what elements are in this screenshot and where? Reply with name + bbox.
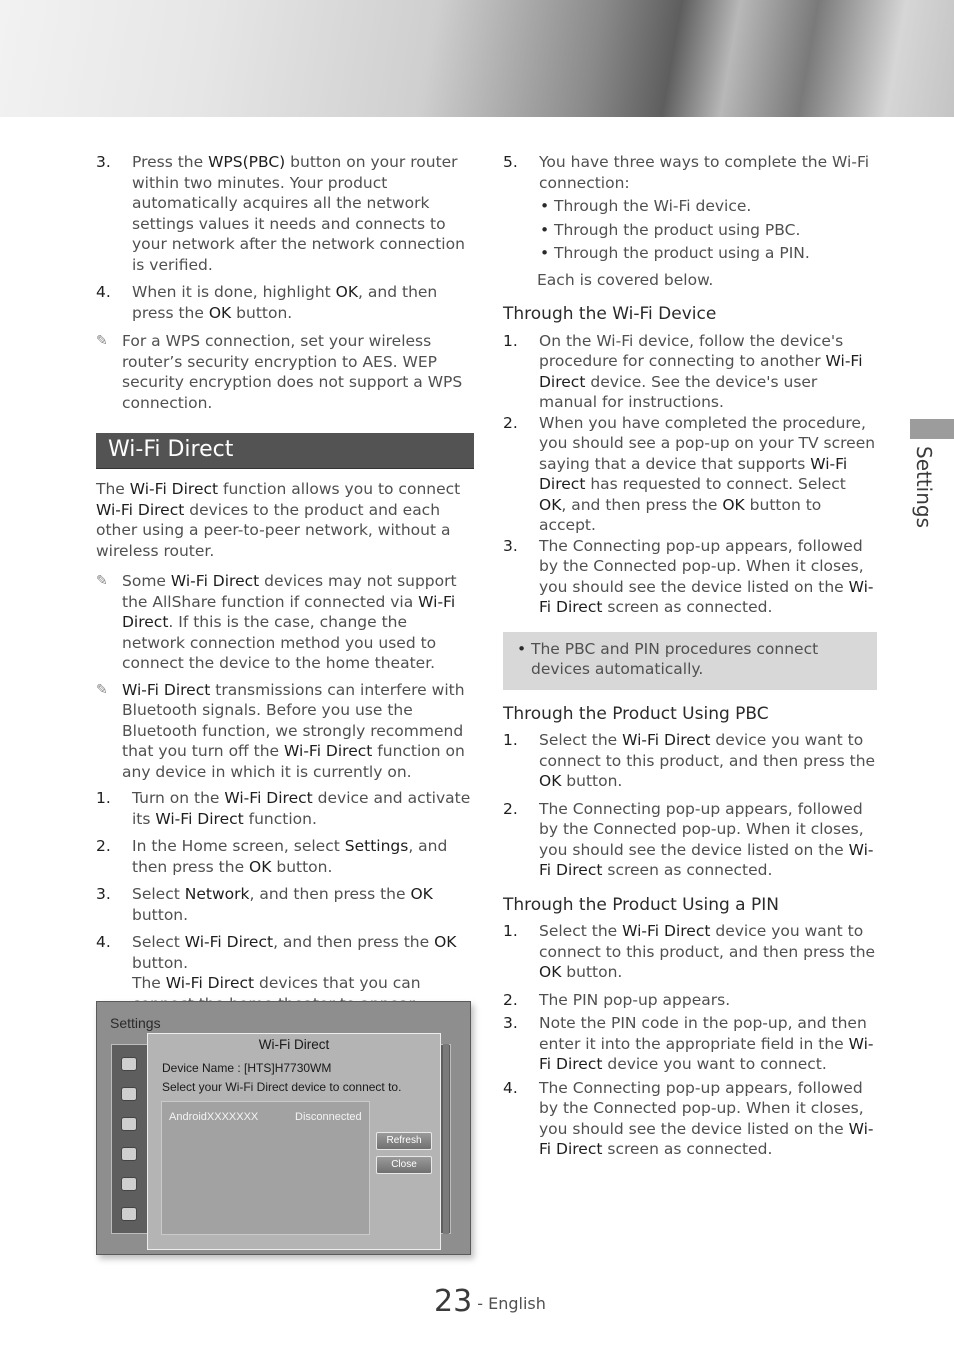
step-text: Select the — [539, 922, 623, 940]
keyword: Wi-Fi Direct — [165, 974, 255, 992]
pencil-note-icon: ✎ — [96, 333, 108, 349]
step-number: 4. — [503, 1078, 518, 1097]
step-text: button. — [132, 953, 189, 972]
right-column — [503, 152, 877, 1167]
keyword: OK — [539, 772, 562, 790]
step-text: You have three ways to complete the Wi-Fi connection: — [539, 153, 870, 192]
step-3-wps — [96, 152, 474, 275]
keyword: Wi-Fi Direct — [622, 922, 711, 940]
keyword: Wi-Fi Direct — [155, 809, 244, 828]
step-text: Select — [132, 885, 185, 903]
step-number: 4. — [96, 283, 111, 301]
step-number: 2. — [503, 990, 518, 1009]
picture-icon — [121, 1057, 137, 1071]
step-text: device you want to connect. — [602, 1055, 827, 1073]
keyword: OK — [539, 963, 562, 981]
step-5-ways — [503, 152, 877, 193]
step-text: device you want to connect to this product, and then press the — [539, 731, 876, 770]
step-number: 5. — [503, 153, 518, 171]
step-number: 1. — [503, 731, 518, 749]
keyword: Wi-Fi Direct — [96, 500, 185, 519]
pbc-step-2 — [503, 799, 877, 881]
page-number: 23 — [434, 1284, 473, 1319]
system-gear-icon — [121, 1177, 137, 1191]
step-text: screen as connected. — [602, 598, 773, 616]
step-number: 2. — [503, 413, 518, 432]
step-text: In the Home screen, select — [132, 837, 345, 855]
wifi-direct-dialog — [147, 1033, 441, 1250]
step-text: , and then press the — [561, 495, 723, 514]
step-text: Note the PIN code in the pop-up, and then enter it into the appropriate field in the — [539, 1014, 867, 1053]
step-text: Press the — [132, 153, 209, 171]
select-device-prompt: Select your Wi-Fi Direct device to connect to. — [162, 1080, 402, 1094]
device-name-label: Device Name : [HTS]H7730WM — [162, 1061, 332, 1075]
tip-text: • The PBC and PIN procedures connect devices automatically. — [515, 639, 867, 680]
device-status: Disconnected — [295, 1111, 362, 1123]
intro-text: The — [96, 480, 130, 498]
device-step-3 — [503, 536, 877, 618]
keyword: Wi-Fi Direct — [284, 742, 373, 760]
device-list[interactable] — [161, 1101, 370, 1235]
step-text: The Connecting pop-up appears, followed by the Connected pop-up. When it closes, you should see the device listed on the — [539, 536, 864, 596]
settings-menu-edge — [443, 1044, 449, 1234]
step-number: 3. — [503, 1014, 518, 1032]
step-text: button. — [231, 303, 293, 322]
step-text: device you want to connect to this product, and then press the — [539, 922, 876, 961]
keyword: OK — [335, 283, 359, 301]
step-text: Turn on the — [132, 789, 225, 807]
keyword: Wi-Fi Direct — [122, 592, 456, 631]
step-text: When it is done, highlight — [132, 283, 336, 301]
intro-text: function allows you to connect — [218, 480, 461, 498]
note-text: Some — [122, 572, 171, 590]
device-step-1 — [503, 331, 877, 413]
keyword: Wi-Fi Direct — [539, 1034, 874, 1073]
pencil-note-icon: ✎ — [96, 681, 108, 698]
step-text: On the Wi-Fi device, follow the device's procedure for connecting to another — [539, 331, 844, 370]
keyword: Wi-Fi Direct — [129, 480, 219, 498]
keyword: Wi-Fi Direct — [539, 352, 863, 391]
keyword: OK — [410, 885, 433, 903]
step-text: The Connecting pop-up appears, followed by the Connected pop-up. When it closes, you should see the device listed on the — [539, 1078, 864, 1138]
step-text: , and then press the — [249, 885, 411, 903]
section-title: Wi-Fi Direct — [96, 433, 474, 469]
intro-paragraph — [96, 479, 474, 561]
note-text: For a WPS connection, set your wireless router’s security encryption to AES. WEP security encryption does not support a WPS connection. — [122, 332, 463, 412]
note-text: transmissions can interfere with Bluetooth signals. Before you use the Bluetooth function, we strongly recommend that you turn off the — [122, 680, 465, 760]
step-number: 3. — [96, 153, 111, 171]
step-text: screen as connected. — [602, 1140, 773, 1158]
dialog-info — [162, 1059, 401, 1097]
keyword: Wi-Fi Direct — [122, 680, 211, 699]
note-text: devices may not support the AllShare function if connected via — [122, 572, 457, 611]
way-item: • Through the product using a PIN. — [538, 243, 877, 264]
keyword: Wi-Fi Direct — [224, 789, 313, 807]
keyword: Wi-Fi Direct — [539, 454, 848, 493]
step-number: 2. — [503, 799, 518, 818]
keyword: Wi-Fi Direct — [539, 840, 874, 879]
smart-features-icon — [121, 1147, 137, 1161]
screenshot-settings-title: Settings — [110, 1015, 161, 1031]
step-text: screen as connected. — [602, 861, 773, 879]
pin-step-1 — [503, 921, 877, 983]
chapter-tab-text: Settings — [912, 446, 936, 529]
note-allshare — [96, 571, 474, 674]
step-text: button. — [132, 905, 189, 924]
step-text: The PIN pop-up appears. — [539, 990, 731, 1009]
step-text: device. See the device's user manual for instructions. — [539, 372, 818, 411]
step-text: When you have completed the procedure, you should see a pop-up on your TV screen saying that a device that supports — [539, 413, 876, 473]
keyword: Wi-Fi Direct — [622, 731, 711, 749]
keyword: Wi-Fi Direct — [539, 577, 874, 616]
step-text: button on your router within two minutes. Your product automatically acquires all the network settings values it needs and connects to your network after the network connection is verified. — [132, 153, 465, 274]
covered-below-text: Each is covered below. — [537, 270, 714, 289]
way-item: • Through the product using PBC. — [538, 220, 877, 241]
keyword: Wi-Fi Direct — [539, 1119, 874, 1158]
page-language: - English — [472, 1294, 546, 1313]
close-button[interactable]: Close — [376, 1156, 432, 1174]
step-text: function. — [243, 809, 317, 828]
header-banner — [0, 0, 954, 117]
step-text: button. — [561, 963, 623, 981]
pin-step-2 — [503, 990, 877, 1011]
step-text: , and then press the — [273, 933, 435, 951]
keyword: OK — [434, 933, 457, 951]
step-text: Select — [132, 933, 185, 951]
pin-step-3 — [503, 1013, 877, 1075]
note-text: function on any device in which it is currently on. — [122, 742, 465, 781]
step-number: 4. — [96, 933, 111, 951]
device-step-2 — [503, 413, 877, 536]
intro-text: devices to the product and each other using a peer-to-peer network, without a wireless router. — [96, 500, 451, 560]
note-wps-encryption — [96, 331, 474, 413]
step-text: has requested to connect. Select — [585, 475, 846, 493]
pin-step-4 — [503, 1078, 877, 1160]
chapter-tab-label — [908, 446, 938, 529]
left-column — [96, 152, 474, 1021]
tip-box — [503, 632, 877, 690]
step-text: The — [132, 974, 166, 992]
keyword: Network — [184, 885, 250, 903]
keyword: OK — [722, 495, 745, 514]
keyword: OK — [249, 857, 272, 876]
pencil-note-icon: ✎ — [96, 573, 108, 589]
sound-icon — [121, 1087, 137, 1101]
support-book-icon — [121, 1207, 137, 1221]
step-number: 1. — [96, 789, 111, 807]
step-number: 1. — [503, 331, 518, 350]
network-globe-icon — [121, 1117, 137, 1131]
page-footer — [434, 1284, 546, 1319]
step-number: 3. — [503, 536, 518, 555]
heading-through-pin: Through the Product Using a PIN — [503, 894, 779, 915]
step-text: The Connecting pop-up appears, followed by the Connected pop-up. When it closes, you should see the device listed on the — [539, 799, 864, 859]
step-text: devices that you can — [259, 974, 421, 992]
step-number: 1. — [503, 922, 518, 940]
step-text: button. — [271, 857, 333, 876]
step-text: , and then press the — [132, 283, 438, 322]
step-text: button to accept. — [539, 495, 822, 534]
dialog-title: Wi-Fi Direct — [258, 1037, 330, 1052]
keyword: Settings — [344, 837, 409, 855]
keyword: Wi-Fi Direct — [170, 572, 260, 590]
step-text: button. — [561, 772, 623, 790]
heading-through-pbc: Through the Product Using PBC — [503, 703, 769, 724]
step-4-ok — [96, 282, 474, 323]
note-bluetooth — [96, 680, 474, 783]
note-text: . If this is the case, change the network connection method you used to connect the device to the home theater. — [122, 613, 437, 672]
step-number: 2. — [96, 837, 111, 855]
wifi-step-2 — [96, 836, 474, 877]
ways-list — [503, 196, 877, 264]
step-text: , and then press the — [132, 837, 448, 876]
pbc-step-1 — [503, 730, 877, 792]
refresh-button[interactable]: Refresh — [376, 1132, 432, 1150]
settings-menu-icons — [121, 1057, 143, 1237]
heading-through-device: Through the Wi-Fi Device — [503, 304, 717, 324]
wifi-direct-screenshot — [96, 1001, 471, 1255]
keyword: OK — [539, 495, 562, 514]
chapter-tab-marker — [910, 419, 954, 439]
keyword: OK — [208, 303, 232, 322]
keyword: WPS(PBC) — [208, 153, 286, 171]
wifi-step-1 — [96, 788, 474, 829]
wifi-step-3 — [96, 884, 474, 925]
step-text: Select the — [539, 731, 623, 749]
keyword: Wi-Fi Direct — [184, 933, 274, 951]
device-list-item[interactable]: AndroidXXXXXXX — [169, 1111, 259, 1123]
way-item: • Through the Wi-Fi device. — [538, 196, 877, 217]
step-number: 3. — [96, 885, 111, 903]
step-text: device and activate its — [132, 789, 471, 828]
